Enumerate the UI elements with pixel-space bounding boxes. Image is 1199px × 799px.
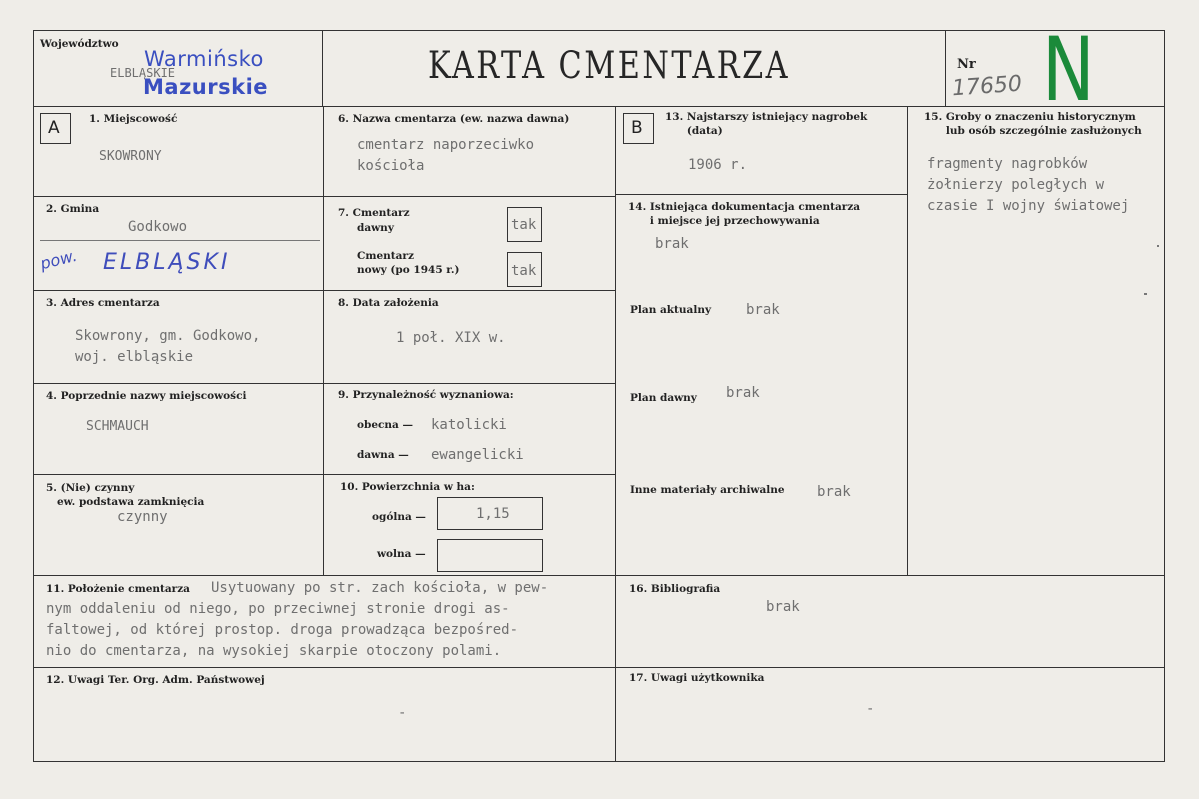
f11-label: 11. Położenie cmentarza — [46, 583, 190, 595]
f13-label: 13. Najstarszy istniejący nagrobek (data) — [665, 111, 868, 137]
section-b-letter: B — [631, 118, 643, 138]
f7-dawny-value: tak — [511, 217, 537, 233]
f7-nowy-value: tak — [511, 263, 537, 279]
f9-dawna-value: ewangelicki — [431, 447, 524, 463]
f1-label: 1. Miejscowość — [89, 113, 178, 125]
plan-dawny-value: brak — [726, 385, 760, 401]
f10-label: 10. Powierzchnia w ha: — [340, 481, 475, 493]
f4-value: SCHMAUCH — [86, 419, 149, 434]
row-divider-b1 — [615, 194, 907, 195]
stamp-line2: Mazurskie — [143, 75, 269, 99]
f10-ogolna-value: 1,15 — [476, 506, 510, 522]
inne-label: Inne materiały archiwalne — [630, 484, 785, 496]
col-divider-3 — [907, 106, 908, 575]
wojewodztwo-label: Województwo — [40, 38, 119, 50]
f10-wolna-box — [437, 539, 543, 572]
nr-letter: N — [1042, 18, 1095, 121]
f2-underline — [40, 240, 320, 241]
f10-wolna-label: wolna — — [377, 548, 426, 560]
header-col-2 — [945, 30, 946, 106]
f6-label: 6. Nazwa cmentarza (ew. nazwa dawna) — [338, 113, 570, 125]
col-divider-1 — [323, 106, 324, 575]
wojewodztwo-typed: ELBLĄSKIE — [110, 66, 176, 80]
f16-value: brak — [766, 599, 800, 615]
f6-value: cmentarz naporzeciwko kościoła — [357, 137, 535, 174]
f15-mark-2 — [1144, 293, 1147, 295]
f5-label: 5. (Nie) czynny ew. podstawa zamknięcia — [46, 482, 205, 508]
row-divider-4 — [33, 474, 615, 475]
f3-value: Skowrony, gm. Godkowo, woj. elbląskie — [75, 328, 261, 365]
f17-value: - — [866, 701, 875, 717]
f15-label: 15. Groby o znaczeniu historycznym lub osób szczególnie zasłużonych — [924, 111, 1142, 137]
f5-value: czynny — [117, 509, 168, 525]
f3-label: 3. Adres cmentarza — [46, 297, 160, 309]
plan-aktualny-value: brak — [746, 302, 780, 318]
f15-value: fragmenty nagrobków żołnierzy poległych w czasie I wojny światowej — [927, 156, 1130, 214]
row-divider-1 — [33, 196, 615, 197]
f17-label: 17. Uwagi użytkownika — [629, 672, 765, 684]
f1-value: SKOWRONY — [99, 149, 162, 164]
header-divider — [33, 106, 1165, 107]
plan-aktualny-label: Plan aktualny — [630, 304, 712, 316]
section-a-letter: A — [48, 118, 60, 138]
f15-mark-1 — [1157, 245, 1159, 247]
f2-value: Godkowo — [128, 219, 188, 235]
header-col-1 — [322, 30, 323, 106]
f13-value: 1906 r. — [688, 157, 748, 173]
f11-rest: nym oddaleniu od niego, po przeciwnej stronie drogi as- faltowej, od której prostop. droga prowadząca bezpośred- nio do cmentarza, na wysokiej skarpie otoczony polami. — [46, 601, 519, 659]
f9-dawna-label: dawna — — [357, 449, 409, 461]
stamp-line1: Warmińsko — [144, 47, 264, 71]
row-divider-3 — [33, 383, 615, 384]
f7-label: 7. Cmentarz — [338, 207, 410, 219]
f10-ogolna-label: ogólna — — [372, 511, 426, 523]
f2-note-prefix: pow. — [38, 245, 79, 274]
row-divider-6 — [33, 667, 1165, 668]
f9-label: 9. Przynależność wyznaniowa: — [338, 389, 514, 401]
nr-value: 17650 — [951, 71, 1023, 102]
row-divider-5 — [33, 575, 1165, 576]
f14-value: brak — [655, 236, 689, 252]
plan-dawny-label: Plan dawny — [630, 392, 697, 404]
f11-line1: Usytuowany po str. zach kościoła, w pew- — [211, 580, 549, 596]
f7-nowy-label: Cmentarz nowy (po 1945 r.) — [357, 250, 460, 276]
f4-label: 4. Poprzednie nazwy miejscowości — [46, 390, 247, 402]
f9-obecna-value: katolicki — [431, 417, 507, 433]
f9-obecna-label: obecna — — [357, 419, 414, 431]
f14-label: 14. Istniejąca dokumentacja cmentarza i miejsce jej przechowywania — [628, 201, 861, 227]
f7-dawny-label: dawny — [357, 222, 394, 234]
f16-label: 16. Bibliografia — [629, 583, 721, 595]
f2-note: ELBLĄSKI — [103, 250, 231, 275]
page-title: KARTA CMENTARZA — [428, 44, 790, 87]
f2-label: 2. Gmina — [46, 203, 100, 215]
inne-value: brak — [817, 484, 851, 500]
f8-label: 8. Data założenia — [338, 297, 439, 309]
f12-label: 12. Uwagi Ter. Org. Adm. Państwowej — [46, 674, 265, 686]
f8-value: 1 poł. XIX w. — [396, 330, 506, 346]
f12-value: - — [398, 705, 407, 721]
nr-label: Nr — [957, 57, 976, 72]
row-divider-2 — [33, 290, 615, 291]
col-divider-2 — [615, 106, 616, 762]
